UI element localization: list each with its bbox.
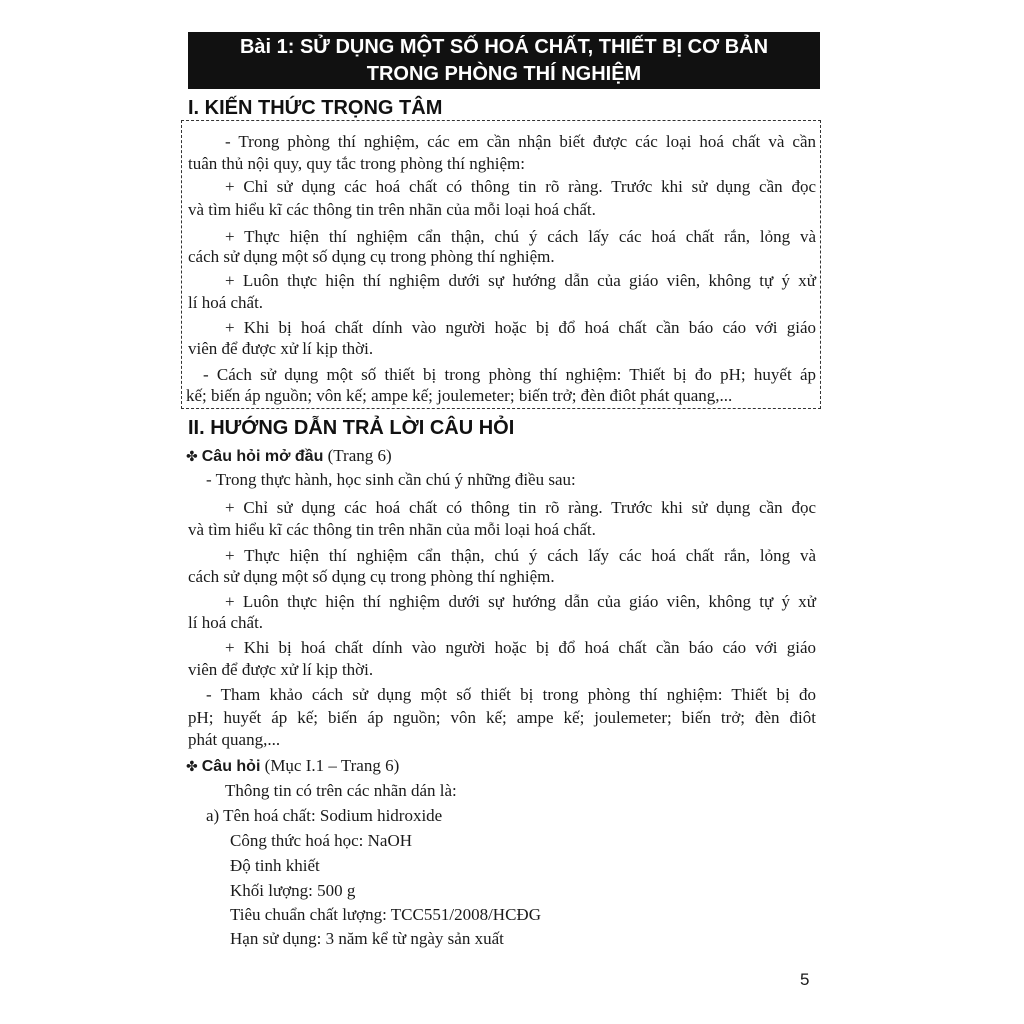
text-line: lí hoá chất. (188, 613, 264, 632)
text-line: - Cách sử dụng một số thiết bị trong phòng thí nghiệm: Thiết bị đo pH; huyết áp (203, 365, 816, 384)
text-line: và tìm hiểu kĩ các thông tin trên nhãn của mỗi loại hoá chất. (188, 520, 596, 539)
text-line: lí hoá chất. (188, 293, 264, 312)
text-line: + Luôn thực hiện thí nghiệm dưới sự hướng dẫn của giáo viên, không tự ý xử (225, 271, 816, 290)
text-line: Thông tin có trên các nhãn dán là: (225, 781, 457, 800)
text-line: - Trong phòng thí nghiệm, các em cần nhận biết được các loại hoá chất và cần (225, 132, 816, 151)
question-heading (186, 755, 399, 778)
text-line: Hạn sử dụng: 3 năm kể từ ngày sản xuất (230, 929, 504, 948)
question-label: Câu hỏi mở đầu (201, 448, 324, 465)
text-line: cách sử dụng một số dụng cụ trong phòng thí nghiệm. (188, 567, 555, 586)
question-ref: (Mục I.1 – Trang 6) (260, 756, 400, 775)
text-line: + Luôn thực hiện thí nghiệm dưới sự hướng dẫn của giáo viên, không tự ý xử (225, 592, 816, 611)
text-line: và tìm hiểu kĩ các thông tin trên nhãn của mỗi loại hoá chất. (188, 200, 596, 219)
lesson-title-line-2: TRONG PHÒNG THÍ NGHIỆM (366, 63, 642, 85)
bullet-flower-icon: ✤ (186, 759, 198, 775)
text-line: a) Tên hoá chất: Sodium hidroxide (206, 806, 443, 825)
text-line: viên để được xử lí kịp thời. (188, 339, 374, 358)
text-line: - Trong thực hành, học sinh cần chú ý những điều sau: (206, 470, 576, 489)
section-1-heading: I. KIẾN THỨC TRỌNG TÂM (188, 97, 443, 119)
text-line: pH; huyết áp kế; biến áp nguồn; vôn kế; ampe kế; joulemeter; biến trở; đèn điôt (188, 708, 816, 727)
text-line: + Thực hiện thí nghiệm cẩn thận, chú ý cách lấy các hoá chất rắn, lỏng và (225, 546, 816, 565)
text-line: Độ tinh khiết (230, 856, 320, 875)
question-opening-heading (186, 445, 392, 468)
text-line: - Tham khảo cách sử dụng một số thiết bị trong phòng thí nghiệm: Thiết bị đo (206, 685, 816, 704)
text-line: tuân thủ nội quy, quy tắc trong phòng thí nghiệm: (188, 154, 525, 173)
text-line: + Khi bị hoá chất dính vào người hoặc bị đổ hoá chất cần báo cáo với giáo (225, 638, 816, 657)
lesson-title-banner (188, 32, 820, 89)
question-label: Câu hỏi (201, 758, 261, 775)
bullet-flower-icon: ✤ (186, 449, 198, 465)
text-line: Khối lượng: 500 g (230, 881, 356, 900)
text-line: + Thực hiện thí nghiệm cẩn thận, chú ý cách lấy các hoá chất rắn, lỏng và (225, 227, 816, 246)
section-2-heading: II. HƯỚNG DẪN TRẢ LỜI CÂU HỎI (188, 417, 515, 439)
text-line: phát quang,... (188, 730, 281, 749)
text-line: viên để được xử lí kịp thời. (188, 660, 374, 679)
text-line: cách sử dụng một số dụng cụ trong phòng thí nghiệm. (188, 247, 555, 266)
question-ref: (Trang 6) (323, 446, 392, 465)
page-number: 5 (800, 970, 810, 989)
text-line: + Chỉ sử dụng các hoá chất có thông tin rõ ràng. Trước khi sử dụng cần đọc (225, 177, 816, 196)
text-line: kế; biến áp nguồn; vôn kế; ampe kế; joulemeter; biến trở; đèn điôt phát quang,... (186, 386, 733, 405)
lesson-title-line-1: Bài 1: SỬ DỤNG MỘT SỐ HOÁ CHẤT, THIẾT BỊ CƠ BẢN (239, 36, 769, 58)
text-line: + Chỉ sử dụng các hoá chất có thông tin rõ ràng. Trước khi sử dụng cần đọc (225, 498, 816, 517)
text-line: Công thức hoá học: NaOH (230, 831, 413, 850)
text-line: + Khi bị hoá chất dính vào người hoặc bị đổ hoá chất cần báo cáo với giáo (225, 318, 816, 337)
text-line: Tiêu chuẩn chất lượng: TCC551/2008/HCĐG (230, 905, 541, 924)
